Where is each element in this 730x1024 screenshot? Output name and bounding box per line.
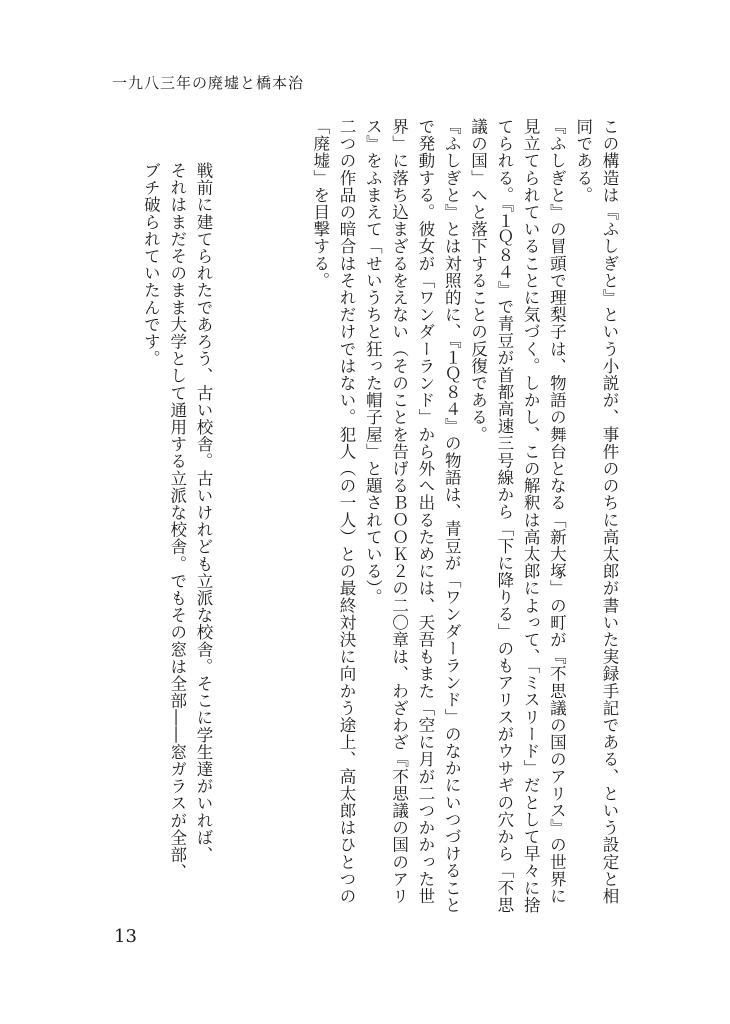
paragraph: この構造は『ふしぎと』という小説が、事件ののちに高太郎が書いた実録手記である、という設定と相同である。: [573, 118, 619, 905]
block-quote: [126, 162, 216, 902]
quote-line: ブチ破られていたんです。: [141, 162, 161, 368]
paragraph: 『ふしぎと』の冒頭で理梨子は、物語の舞台となる「新大塚」の町が『不思議の国のアリス』の世界に見立てられていることに気づく。しかし、この解釈は高太郎によって、「ミスリード」だとして早々に捨てられる。『１Ｑ８４』で青豆が首都高速三号線から「下に降りる」のもアリスがウサギの穴から「不思議の国」へと落下することの反復である。: [468, 118, 567, 914]
paragraph: 『ふしぎと』とは対照的に、『１Ｑ８４』の物語は、青豆が「ワンダーランド」のなかにいつづけることで発動する。彼女が「ワンダーランド」から外へ出るためには、天吾もまた「空に月が二つかかった世界」に落ち込まざるをえない（そのことを告げるＢＯＯＫ２の二〇章は、わざわざ『不思議の国のアリス』をふまえて「せいうちと狂った帽子屋」と題されている）。: [363, 118, 462, 914]
quote-line: それはまだそのまま大学として通用する立派な校舎。でもその窓は全部――窓ガラスが全部、: [167, 162, 187, 881]
paragraph: 二つの作品の暗合はそれだけではない。犯人（の一人）との最終対決に向かう途上、高太郎はひとつの「廃墟」を目撃する。: [310, 118, 357, 905]
running-head: 一九八三年の廃墟と橋本治: [112, 74, 305, 92]
quote-line: 戦前に建てられたであろう、古い校舎。古いけれども立派な校舎。そこに学生達がいれば、: [194, 162, 213, 864]
page-number: 13: [114, 926, 137, 947]
